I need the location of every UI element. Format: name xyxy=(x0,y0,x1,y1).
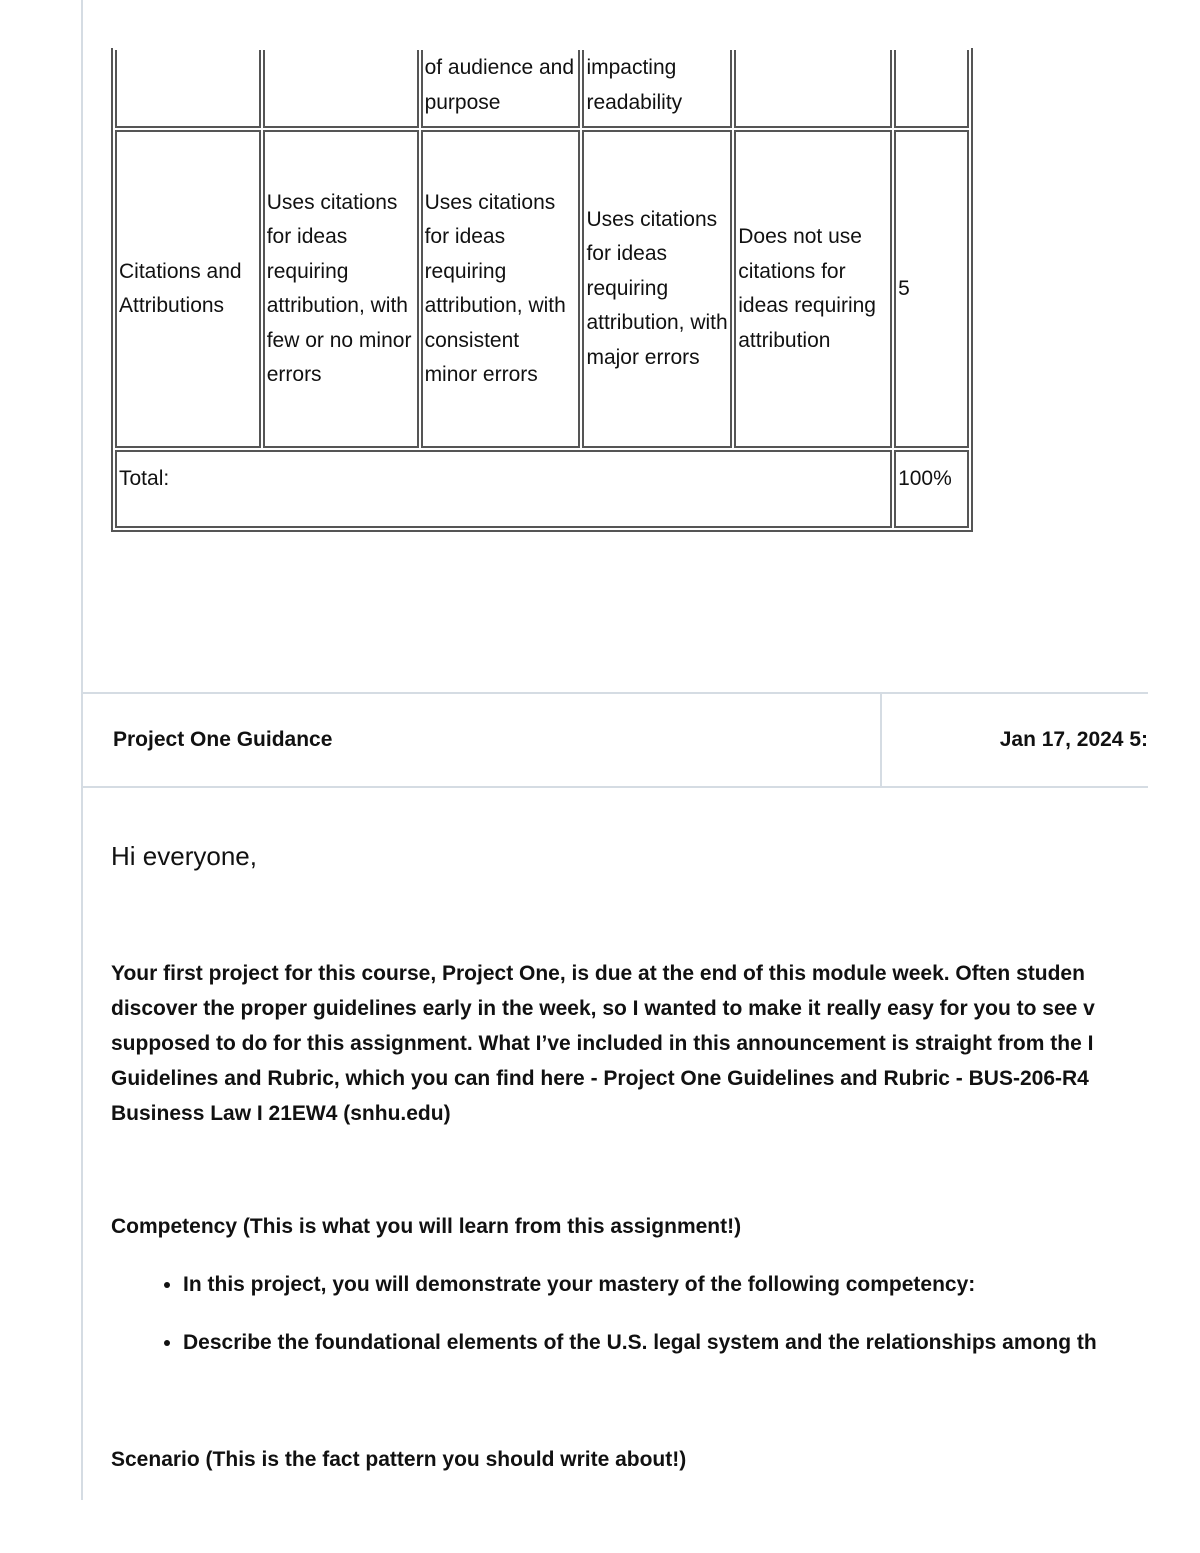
table-row-citations xyxy=(115,130,969,448)
proficient-cell: Uses citations for ideas requiring attribution, with consistent minor errors xyxy=(421,130,581,448)
table-row xyxy=(115,50,969,128)
table-row-total xyxy=(115,450,969,528)
greeting: Hi everyone, xyxy=(111,841,257,871)
total-value-cell: 100% xyxy=(894,450,969,528)
announcement-header xyxy=(83,692,1148,788)
table-cell: of audience and purpose xyxy=(421,50,581,128)
scenario-heading: Scenario (This is the fact pattern you should write about!) xyxy=(111,1448,687,1471)
header-divider xyxy=(880,694,882,786)
table-cell xyxy=(734,50,892,128)
competency-list xyxy=(111,1268,1148,1378)
table-cell xyxy=(115,50,261,128)
exemplary-cell: Uses citations for ideas requiring attribution, with few or no minor errors xyxy=(263,130,419,448)
rubric-table xyxy=(111,48,973,532)
competency-heading: Competency (This is what you will learn from this assignment!) xyxy=(111,1215,742,1238)
needs-improvement-cell: Uses citations for ideas requiring attribution, with major errors xyxy=(582,130,732,448)
value-cell: 5 xyxy=(894,130,969,448)
list-item: • In this project, you will demonstrate your mastery of the following competency: xyxy=(183,1268,1148,1302)
intro-line: Your first project for this course, Project One, is due at the end of this module week. Often studen xyxy=(111,962,1085,985)
criterion-cell: Citations and Attributions xyxy=(115,130,261,448)
intro-paragraph xyxy=(111,956,1148,1136)
table-cell xyxy=(263,50,419,128)
announcement-title[interactable]: Project One Guidance xyxy=(113,728,333,751)
list-item: • Describe the foundational elements of the U.S. legal system and the relationships among th xyxy=(183,1326,1148,1360)
intro-line: Business Law I 21EW4 (snhu.edu) xyxy=(111,1102,451,1125)
table-cell xyxy=(894,50,969,128)
table-cell: impacting readability xyxy=(582,50,732,128)
total-label-cell: Total: xyxy=(115,450,892,528)
not-evident-cell: Does not use citations for ideas requiring attribution xyxy=(734,130,892,448)
announcement-date: Jan 17, 2024 5: xyxy=(999,728,1148,751)
intro-line: supposed to do for this assignment. What I’ve included in this announcement is straight from the I xyxy=(111,1032,1094,1055)
intro-line: Guidelines and Rubric, which you can find here - Project One Guidelines and Rubric - BUS-206-R4 xyxy=(111,1067,1089,1090)
intro-line: discover the proper guidelines early in the week, so I wanted to make it really easy for you to see v xyxy=(111,997,1095,1020)
